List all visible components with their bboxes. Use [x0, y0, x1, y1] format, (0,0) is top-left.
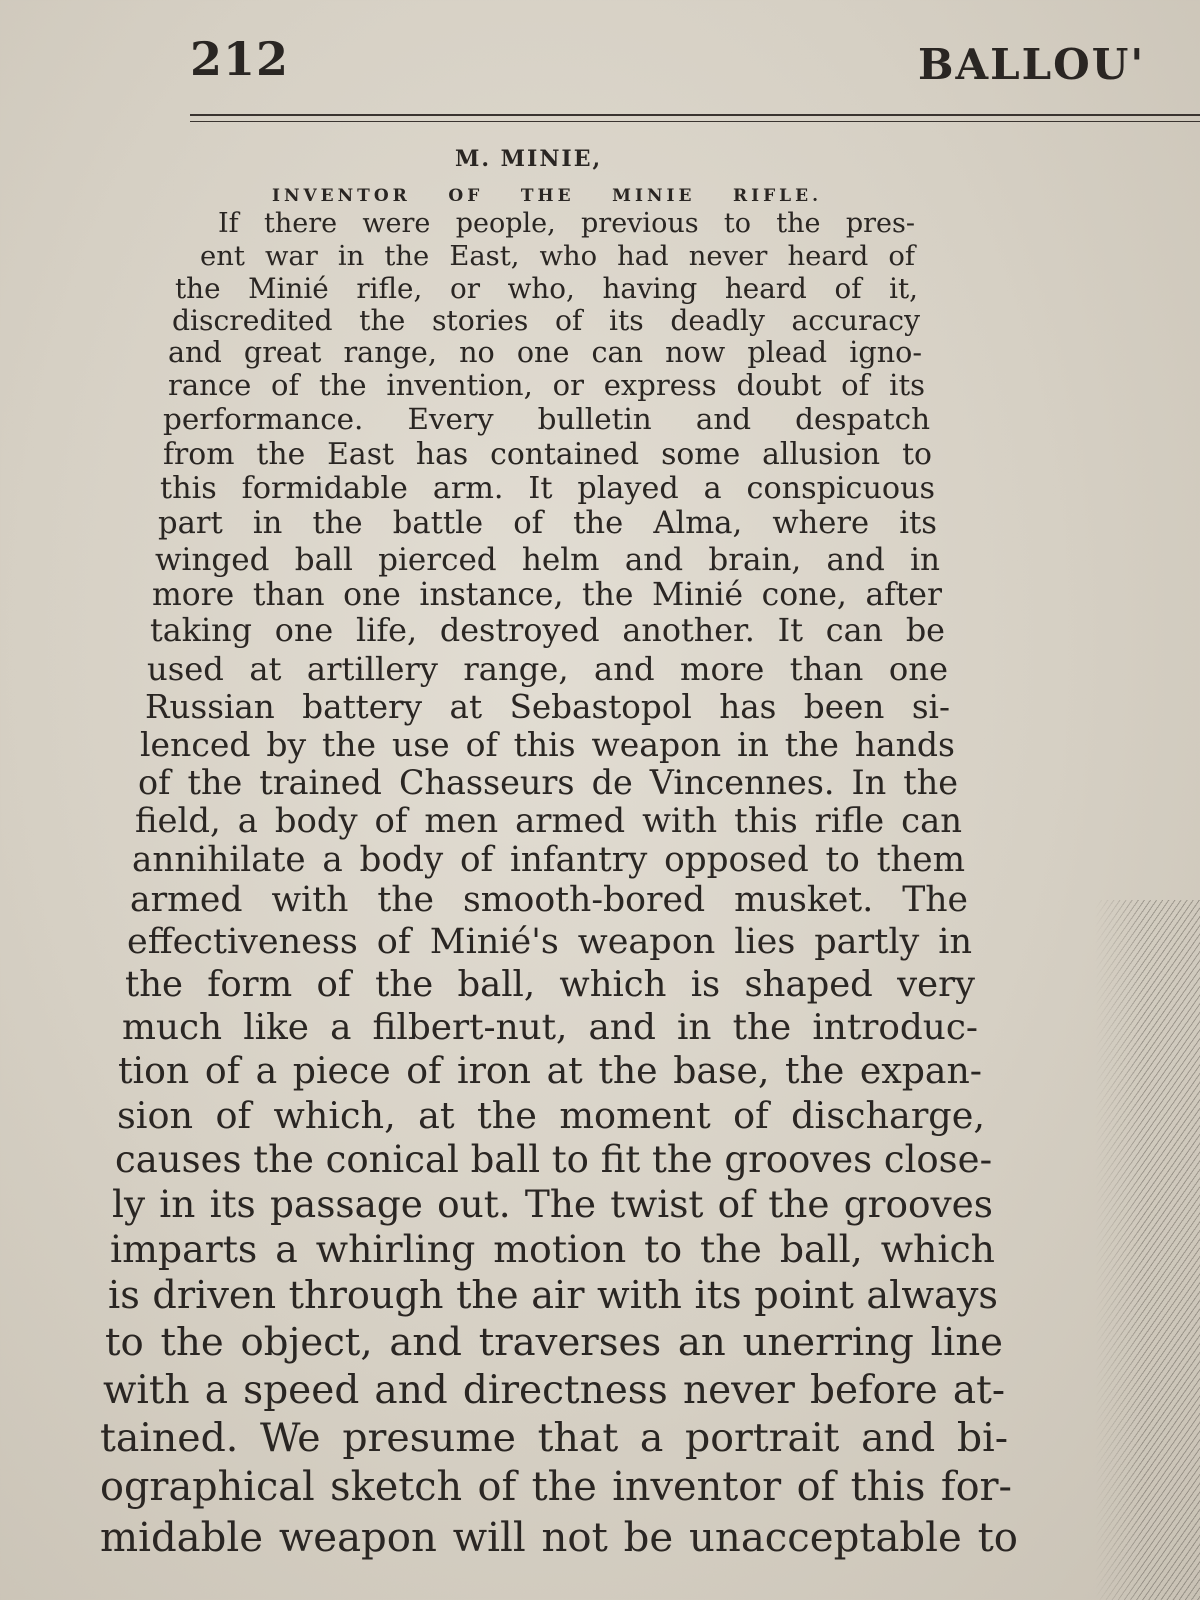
body-line: tion of a piece of iron at the base, the expan- [118, 1049, 982, 1092]
body-line: ent war in the East, who had never heard of [200, 241, 915, 272]
body-line: lenced by the use of this weapon in the hands [140, 725, 955, 764]
header-rule-top [190, 114, 1200, 116]
body-line: to the object, and traverses an unerring line [105, 1320, 1003, 1365]
body-line: rance of the invention, or express doubt of its [168, 368, 925, 402]
body-line: the form of the ball, which is shaped very [125, 964, 975, 1005]
body-line: part in the battle of the Alma, where its [158, 506, 937, 541]
article-subtitle: INVENTOR OF THE MINIE RIFLE. [272, 186, 822, 206]
body-line: of the trained Chasseurs de Vincennes. In the [138, 763, 958, 802]
body-line: sion of which, at the moment of discharge, [117, 1094, 985, 1137]
body-line: performance. Every bulletin and despatch [163, 402, 930, 436]
body-line: from the East has contained some allusion to [163, 437, 932, 472]
body-line: more than one instance, the Minié cone, after [152, 577, 942, 613]
body-line: used at artillery range, and more than one [147, 650, 948, 688]
header-rule-bottom [190, 121, 1200, 122]
body-line: the Minié rifle, or who, having heard of it, [175, 272, 918, 305]
body-line: taking one life, destroyed another. It can be [150, 612, 945, 649]
body-line: ly in its passage out. The twist of the grooves [112, 1182, 993, 1226]
body-line: with a speed and directness never before at- [103, 1368, 1005, 1413]
body-line: and great range, no one can now plead igno- [168, 335, 922, 369]
article-title: M. MINIE, [455, 146, 603, 172]
body-line: discredited the stories of its deadly accuracy [172, 304, 920, 337]
body-line: winged ball pierced helm and brain, and in [155, 542, 940, 578]
body-line: causes the conical ball to fit the grooves close- [115, 1138, 993, 1181]
body-line: field, a body of men armed with this rifle can [135, 801, 962, 840]
body-line: midable weapon will not be unacceptable to [100, 1515, 1018, 1561]
body-line: ographical sketch of the inventor of this for- [100, 1464, 1012, 1510]
body-line: imparts a whirling motion to the ball, which [110, 1227, 995, 1271]
body-line: much like a filbert-nut, and in the introduc- [122, 1007, 978, 1048]
body-line: is driven through the air with its point always [108, 1274, 998, 1318]
body-line: tained. We presume that a portrait and bi- [100, 1415, 1008, 1461]
body-line: effectiveness of Minié's weapon lies partly in [127, 922, 972, 962]
engraving-illustration [1095, 900, 1200, 1600]
body-line: this formidable arm. It played a conspicuous [160, 471, 935, 506]
body-line: annihilate a body of infantry opposed to them [132, 840, 965, 880]
running-head: BALLOU' [918, 40, 1146, 89]
body-line: armed with the smooth-bored musket. The [130, 880, 968, 920]
body-line: Russian battery at Sebastopol has been si- [145, 688, 950, 726]
page-number: 212 [190, 32, 290, 86]
body-line: If there were people, previous to the pres- [218, 208, 915, 239]
